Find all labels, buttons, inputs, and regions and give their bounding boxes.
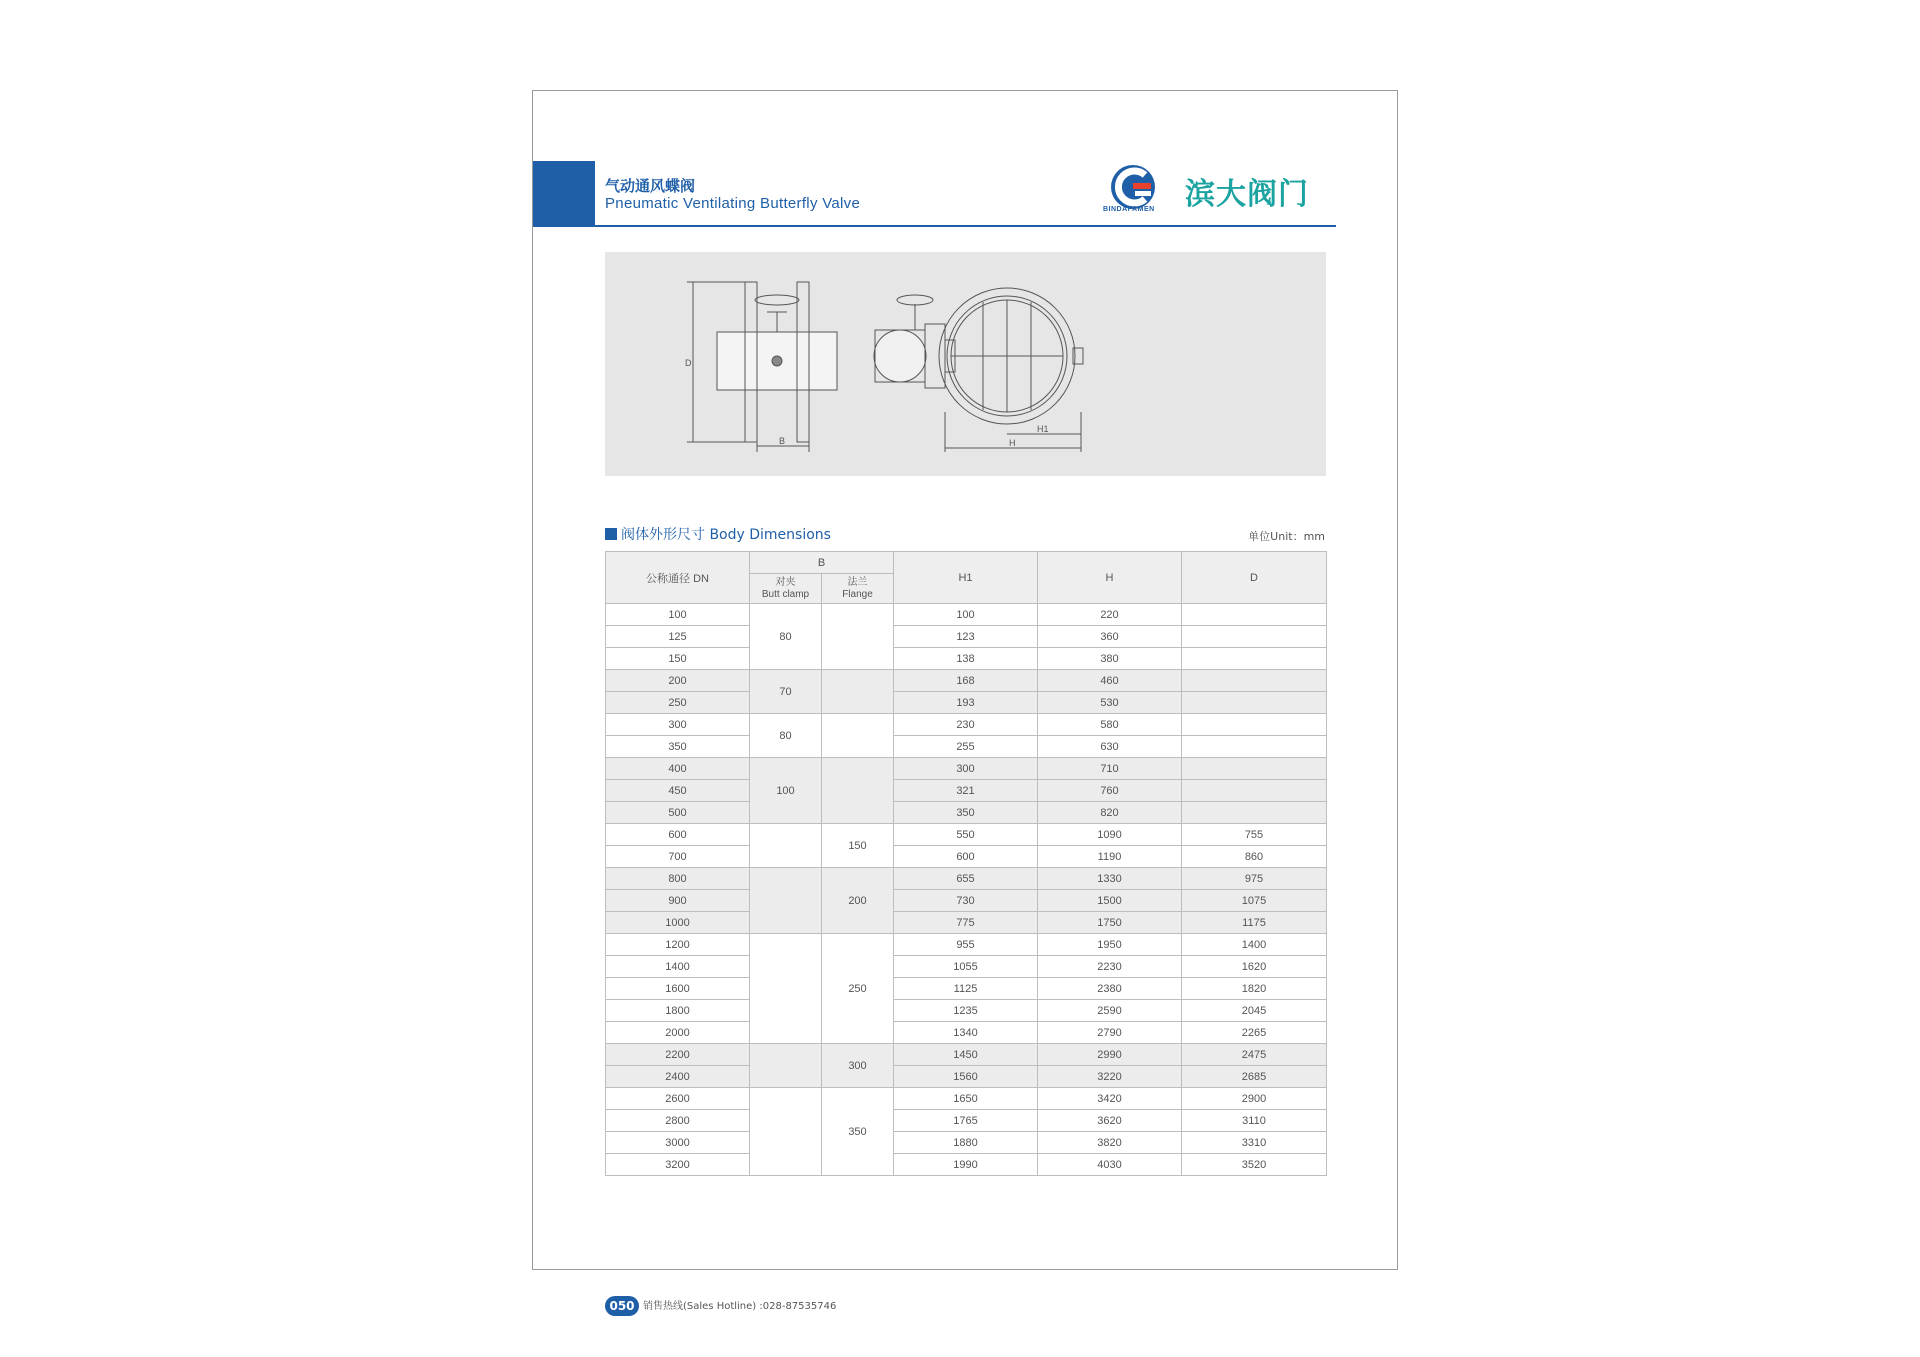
cell-h: 380 — [1038, 648, 1182, 670]
cell-h: 460 — [1038, 670, 1182, 692]
cell-h: 2380 — [1038, 978, 1182, 1000]
header-d: D — [1182, 552, 1327, 604]
cell-dn: 600 — [606, 824, 750, 846]
table-row — [606, 1066, 1327, 1088]
product-title-en: Pneumatic Ventilating Butterfly Valve — [605, 195, 861, 212]
cell-h: 1750 — [1038, 912, 1182, 934]
cell-dn: 300 — [606, 714, 750, 736]
cell-dn: 500 — [606, 802, 750, 824]
table-row — [606, 824, 1327, 846]
cell-dn: 3000 — [606, 1132, 750, 1154]
cell-flange: 200 — [822, 868, 894, 934]
table-row — [606, 956, 1327, 978]
header-rule — [595, 225, 1336, 227]
table-row — [606, 670, 1327, 692]
cell-h: 2990 — [1038, 1044, 1182, 1066]
dimensions-table — [605, 551, 1327, 1176]
header-h: H — [1038, 552, 1182, 604]
cell-dn: 1000 — [606, 912, 750, 934]
sales-hotline: 销售热线(Sales Hotline) :028-87535746 — [643, 1301, 837, 1312]
cell-d — [1182, 670, 1327, 692]
table-row — [606, 1044, 1327, 1066]
table-row — [606, 802, 1327, 824]
header-flange — [822, 574, 894, 604]
cell-h: 580 — [1038, 714, 1182, 736]
cell-h1: 123 — [894, 626, 1038, 648]
page-number-badge: 050 — [605, 1296, 639, 1316]
table-row — [606, 626, 1327, 648]
cell-h1: 255 — [894, 736, 1038, 758]
cell-d: 2265 — [1182, 1022, 1327, 1044]
cell-butt-clamp — [750, 824, 822, 868]
unit-label: 单位Unit：mm — [1248, 530, 1325, 543]
table-row — [606, 648, 1327, 670]
cell-flange — [822, 670, 894, 714]
cell-d — [1182, 736, 1327, 758]
cell-d: 1175 — [1182, 912, 1327, 934]
cell-h1: 138 — [894, 648, 1038, 670]
cell-d: 1620 — [1182, 956, 1327, 978]
cell-butt-clamp — [750, 1088, 822, 1176]
cell-h1: 1450 — [894, 1044, 1038, 1066]
cell-dn: 3200 — [606, 1154, 750, 1176]
cell-butt-clamp — [750, 1044, 822, 1088]
cell-dn: 2600 — [606, 1088, 750, 1110]
cell-flange — [822, 758, 894, 824]
cell-dn: 800 — [606, 868, 750, 890]
cell-d: 1075 — [1182, 890, 1327, 912]
header-h1: H1 — [894, 552, 1038, 604]
cell-d — [1182, 780, 1327, 802]
cell-h: 1090 — [1038, 824, 1182, 846]
cell-h1: 193 — [894, 692, 1038, 714]
cell-h1: 955 — [894, 934, 1038, 956]
header-butt-clamp-en: Butt clamp — [761, 588, 810, 600]
cell-dn: 2000 — [606, 1022, 750, 1044]
header-accent-block — [533, 161, 595, 227]
table-row — [606, 714, 1327, 736]
cell-h: 2230 — [1038, 956, 1182, 978]
cell-dn: 400 — [606, 758, 750, 780]
header-butt-clamp — [750, 574, 822, 604]
table-row — [606, 1022, 1327, 1044]
cell-h: 710 — [1038, 758, 1182, 780]
catalog-page — [532, 90, 1398, 1313]
dim-label-b: B — [779, 436, 786, 446]
cell-d — [1182, 692, 1327, 714]
product-title-cn: 气动通风蝶阀 — [605, 177, 696, 195]
cell-dn: 2400 — [606, 1066, 750, 1088]
cell-dn: 2800 — [606, 1110, 750, 1132]
cell-dn: 150 — [606, 648, 750, 670]
cell-d — [1182, 626, 1327, 648]
cell-dn: 1600 — [606, 978, 750, 1000]
cell-h: 760 — [1038, 780, 1182, 802]
cell-d — [1182, 648, 1327, 670]
cell-flange: 350 — [822, 1088, 894, 1176]
cell-dn: 250 — [606, 692, 750, 714]
cell-dn: 1400 — [606, 956, 750, 978]
table-row — [606, 758, 1327, 780]
dimensions-table-body — [606, 604, 1327, 1176]
cell-h: 820 — [1038, 802, 1182, 824]
cell-h: 3420 — [1038, 1088, 1182, 1110]
cell-butt-clamp — [750, 934, 822, 1044]
cell-h1: 300 — [894, 758, 1038, 780]
header-b: B — [750, 552, 894, 574]
cell-d: 860 — [1182, 846, 1327, 868]
cell-d — [1182, 604, 1327, 626]
table-row — [606, 604, 1327, 626]
dim-label-d: D — [685, 358, 692, 368]
table-row — [606, 780, 1327, 802]
table-row — [606, 846, 1327, 868]
cell-d — [1182, 714, 1327, 736]
cell-h: 4030 — [1038, 1154, 1182, 1176]
brand-name-cn: 滨大阀门 — [1185, 177, 1309, 212]
cell-d — [1182, 802, 1327, 824]
table-row — [606, 978, 1327, 1000]
cell-h: 220 — [1038, 604, 1182, 626]
cell-dn: 1800 — [606, 1000, 750, 1022]
cell-h1: 1990 — [894, 1154, 1038, 1176]
cell-d — [1182, 758, 1327, 780]
cell-d: 2475 — [1182, 1044, 1327, 1066]
technical-drawing — [605, 252, 1326, 476]
page-footer — [605, 1296, 836, 1316]
cell-d: 2900 — [1182, 1088, 1327, 1110]
cell-h: 1950 — [1038, 934, 1182, 956]
cell-dn: 450 — [606, 780, 750, 802]
cell-butt-clamp — [750, 868, 822, 934]
cell-h1: 1340 — [894, 1022, 1038, 1044]
cell-h1: 1055 — [894, 956, 1038, 978]
cell-dn: 125 — [606, 626, 750, 648]
table-row — [606, 1088, 1327, 1110]
cell-h: 1190 — [1038, 846, 1182, 868]
cell-h1: 100 — [894, 604, 1038, 626]
section-marker-icon — [605, 528, 617, 540]
cell-flange — [822, 604, 894, 670]
cell-h1: 655 — [894, 868, 1038, 890]
cell-h: 1500 — [1038, 890, 1182, 912]
cell-h1: 1650 — [894, 1088, 1038, 1110]
cell-dn: 2200 — [606, 1044, 750, 1066]
cell-butt-clamp: 80 — [750, 714, 822, 758]
table-row — [606, 692, 1327, 714]
cell-dn: 1200 — [606, 934, 750, 956]
cell-d: 975 — [1182, 868, 1327, 890]
cell-d: 2045 — [1182, 1000, 1327, 1022]
cell-d: 3520 — [1182, 1154, 1327, 1176]
cell-h1: 1125 — [894, 978, 1038, 1000]
cell-h: 630 — [1038, 736, 1182, 758]
cell-dn: 700 — [606, 846, 750, 868]
cell-h1: 550 — [894, 824, 1038, 846]
cell-h: 360 — [1038, 626, 1182, 648]
cell-dn: 900 — [606, 890, 750, 912]
table-row — [606, 934, 1327, 956]
cell-flange: 250 — [822, 934, 894, 1044]
header-flange-en: Flange — [842, 588, 873, 600]
cell-h1: 1235 — [894, 1000, 1038, 1022]
cell-dn: 200 — [606, 670, 750, 692]
cell-h1: 1560 — [894, 1066, 1038, 1088]
cell-h: 530 — [1038, 692, 1182, 714]
cell-butt-clamp: 70 — [750, 670, 822, 714]
cell-h1: 350 — [894, 802, 1038, 824]
section-title — [605, 524, 831, 544]
cell-h1: 1765 — [894, 1110, 1038, 1132]
valve-drawing-svg — [605, 252, 1326, 476]
brand-name-en: BINDAFAMEN — [1103, 206, 1155, 213]
header-dn: 公称通径 DN — [606, 552, 750, 604]
cell-h: 2790 — [1038, 1022, 1182, 1044]
cell-d: 3310 — [1182, 1132, 1327, 1154]
cell-h: 3620 — [1038, 1110, 1182, 1132]
table-row — [606, 1132, 1327, 1154]
cell-flange — [822, 714, 894, 758]
table-row — [606, 912, 1327, 934]
table-row — [606, 868, 1327, 890]
header-butt-clamp-cn: 对夹 — [775, 576, 796, 588]
cell-h1: 730 — [894, 890, 1038, 912]
cell-h1: 321 — [894, 780, 1038, 802]
cell-butt-clamp: 100 — [750, 758, 822, 824]
cell-d: 1400 — [1182, 934, 1327, 956]
cell-h1: 168 — [894, 670, 1038, 692]
cell-h: 2590 — [1038, 1000, 1182, 1022]
table-row — [606, 1154, 1327, 1176]
header-flange-cn: 法兰 — [847, 576, 868, 588]
cell-d: 755 — [1182, 824, 1327, 846]
cell-butt-clamp: 80 — [750, 604, 822, 670]
section-title-text: 阀体外形尺寸 Body Dimensions — [621, 527, 831, 543]
cell-dn: 100 — [606, 604, 750, 626]
cell-h1: 600 — [894, 846, 1038, 868]
cell-flange: 300 — [822, 1044, 894, 1088]
cell-h1: 230 — [894, 714, 1038, 736]
cell-dn: 350 — [606, 736, 750, 758]
cell-d: 2685 — [1182, 1066, 1327, 1088]
cell-d: 1820 — [1182, 978, 1327, 1000]
dim-label-h: H — [1009, 438, 1016, 448]
table-row — [606, 736, 1327, 758]
cell-h: 3820 — [1038, 1132, 1182, 1154]
dim-label-h1: H1 — [1037, 424, 1049, 434]
cell-h: 1330 — [1038, 868, 1182, 890]
cell-d: 3110 — [1182, 1110, 1327, 1132]
cell-h1: 775 — [894, 912, 1038, 934]
cell-h1: 1880 — [894, 1132, 1038, 1154]
cell-h: 3220 — [1038, 1066, 1182, 1088]
table-row — [606, 1000, 1327, 1022]
cell-flange: 150 — [822, 824, 894, 868]
table-row — [606, 1110, 1327, 1132]
table-row — [606, 890, 1327, 912]
